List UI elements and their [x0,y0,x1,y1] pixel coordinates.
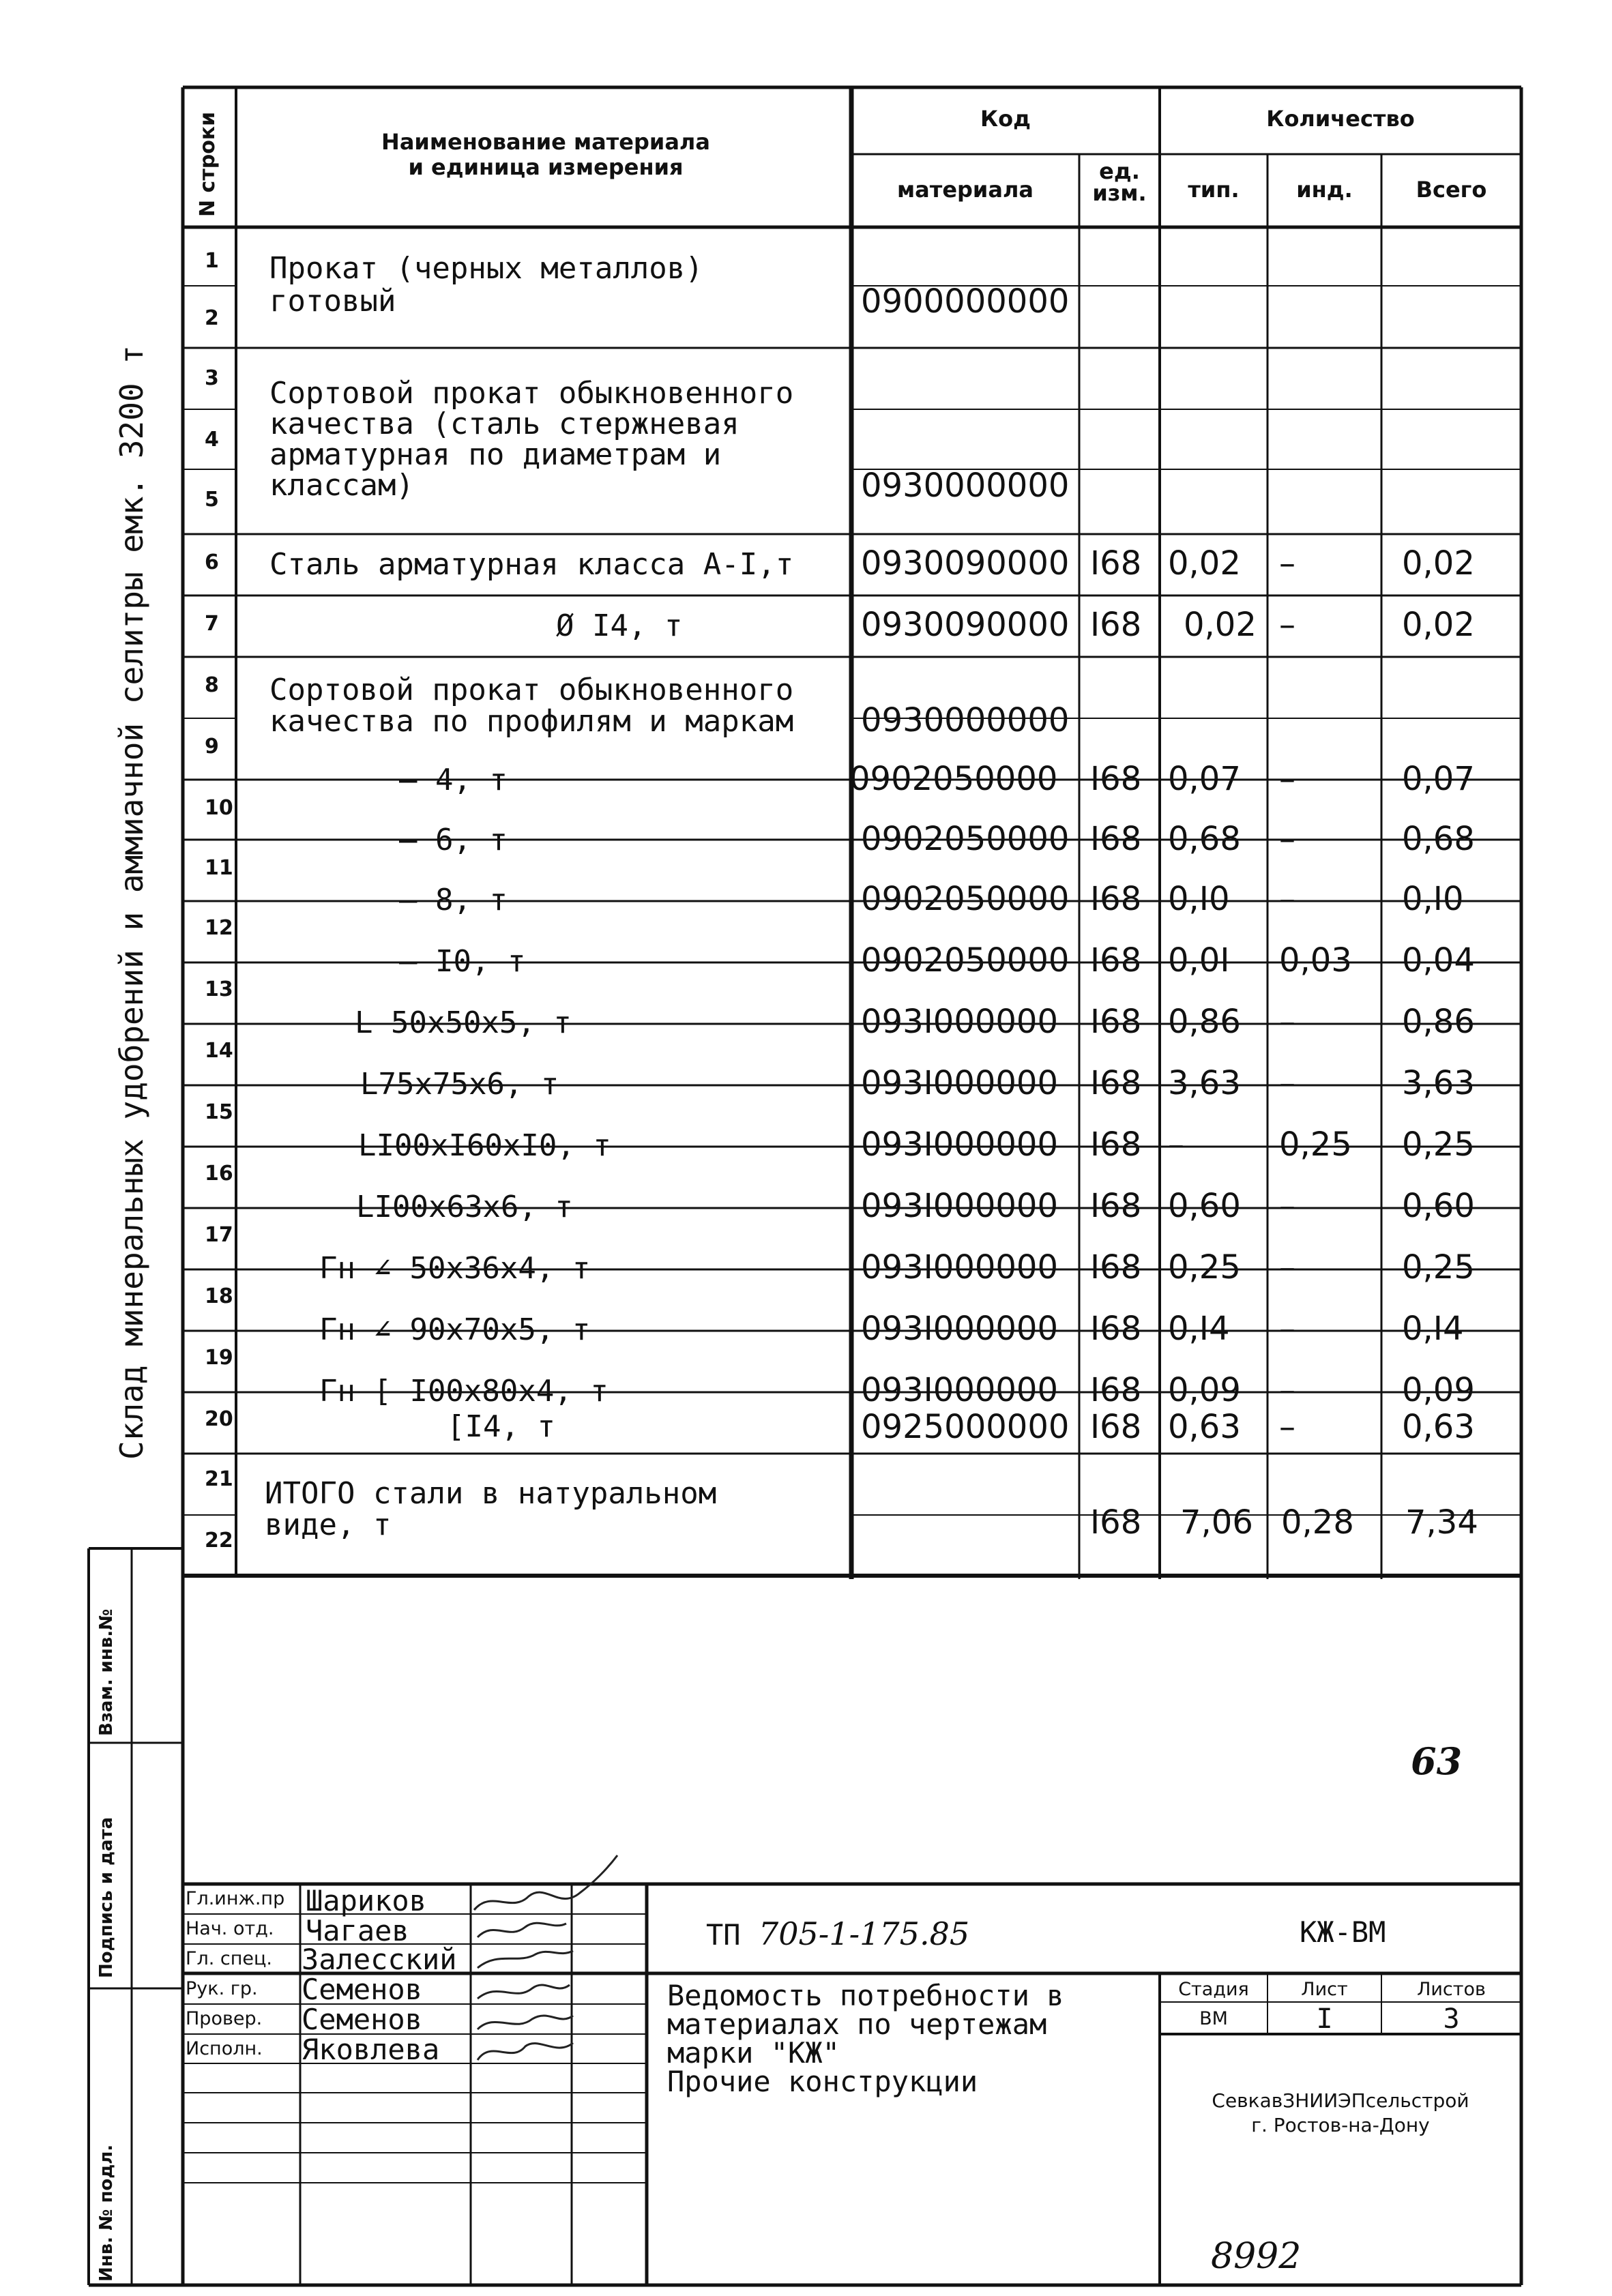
row-unit: I68 [1090,1371,1142,1409]
row-ind: – [1279,544,1295,583]
sheets-value: 3 [1443,2003,1460,2035]
header-ind: инд. [1296,177,1353,203]
row-name: Сортовой прокат обыкновенного [269,376,794,411]
row-ind: – [1279,1310,1295,1348]
organization: СевкавЗНИИЭПсельстрой г. Ростов-на-Дону [1212,2089,1469,2137]
row-number: 17 [205,1223,233,1247]
row-name: Сортовой прокат обыкновенного [269,673,794,707]
header-material: материала [897,177,1034,203]
row-code: 0930090000 [861,606,1070,644]
row-code: 0902050000 [861,880,1070,918]
person-name: Яковлева [302,2033,440,2066]
header-total: Всего [1416,177,1487,203]
row-typ: – [1168,1125,1184,1164]
row-total: 0,68 [1402,820,1475,858]
row-code: 093I000000 [861,1371,1059,1409]
row-name: Прокат (черных металлов) [269,251,703,286]
row-total: 0,02 [1402,544,1475,583]
row-ind: – [1279,1187,1295,1225]
side-title: Склад минеральных удобрений и аммиачной селитры емк. 3200 т [113,345,150,1460]
header-typ: тип. [1188,177,1240,203]
row-ind: – [1279,1003,1295,1041]
sheets-label: Листов [1417,1979,1486,2000]
row-name: качества по профилям и маркам [269,704,794,739]
row-unit: I68 [1090,1003,1142,1041]
row-ind: – [1279,1064,1295,1102]
row-name: – 8, т [399,883,508,917]
role-label: Рук. гр. [186,1978,258,1999]
row-typ: 0,60 [1168,1187,1241,1225]
row-unit: I68 [1090,820,1142,858]
row-unit: I68 [1090,1064,1142,1102]
row-code: 0930000000 [861,467,1070,505]
role-label: Гл.инж.пр [186,1888,285,1909]
row-ind: – [1279,1371,1295,1409]
row-name: LI00x63x6, т [356,1190,573,1224]
row-unit: I68 [1090,1248,1142,1286]
row-total: 0,25 [1402,1248,1475,1286]
row-code: 093I000000 [861,1064,1059,1102]
row-unit: I68 [1090,1310,1142,1348]
person-name: Семенов [302,1973,423,2006]
row-unit: I68 [1090,941,1142,980]
header-row-number: N строки [196,111,220,217]
row-total: 7,34 [1405,1503,1478,1542]
row-number: 14 [205,1039,233,1063]
row-typ: 0,I4 [1168,1310,1230,1348]
doc-title: Ведомость потребности в материалах по чертежам марки "КЖ" Прочие конструкции [667,1979,1064,2098]
page-number: 63 [1411,1739,1463,1783]
row-unit: I68 [1090,606,1142,644]
row-ind: 0,28 [1281,1503,1354,1542]
row-name: L75x75x6, т [360,1067,559,1102]
row-typ: 0,02 [1184,606,1257,644]
row-name: Сталь арматурная класса А-I,т [269,547,794,582]
signature-scribbles [474,1855,617,2060]
row-typ: 0,0I [1168,941,1230,980]
row-number: 18 [205,1284,233,1308]
row-total: 0,I4 [1402,1310,1464,1348]
stage-label: Стадия [1178,1979,1249,2000]
row-code: 093I000000 [861,1125,1059,1164]
doc-code: 705-1-175.85 [759,1915,970,1952]
row-name: классам) [269,468,414,503]
person-name: Семенов [302,2003,423,2036]
row-name: готовый [269,284,396,319]
row-unit: I68 [1090,1503,1142,1542]
row-number: 8 [205,673,219,697]
row-name: Гн [ I00x80x4, т [319,1374,609,1409]
row-code: 093I000000 [861,1310,1059,1348]
row-unit: I68 [1090,1125,1142,1164]
row-total: 3,63 [1402,1064,1475,1102]
row-name: LI00xI60xI0, т [358,1128,611,1163]
row-name: виде, т [265,1507,392,1542]
row-total: 0,02 [1402,606,1475,644]
row-number: 7 [205,612,219,636]
row-code: 0930000000 [861,701,1070,739]
row-number: 6 [205,550,219,574]
row-name: Гн ∠ 50x36x4, т [319,1251,591,1286]
row-code: 0930090000 [861,544,1070,583]
row-number: 15 [205,1100,233,1124]
row-number: 9 [205,735,219,759]
row-total: 0,I0 [1402,880,1464,918]
header-quantity: Количество [1266,106,1415,132]
row-name: – 6, т [399,823,508,857]
row-number: 5 [205,488,219,512]
person-name: Шариков [306,1884,427,1917]
row-unit: I68 [1090,880,1142,918]
row-number: 1 [205,249,219,273]
row-code: 093I000000 [861,1248,1059,1286]
row-ind: – [1279,880,1295,918]
header-code: Код [980,106,1031,132]
row-ind: 0,03 [1279,941,1352,980]
row-total: 0,63 [1402,1408,1475,1446]
sheet-label: Лист [1301,1979,1348,2000]
row-name: Ø I4, т [556,608,683,643]
row-ind: – [1279,606,1295,644]
row-unit: I68 [1090,544,1142,583]
row-total: 0,60 [1402,1187,1475,1225]
row-name: Гн ∠ 90x70x5, т [319,1312,591,1347]
row-name: – I0, т [399,944,526,979]
row-name: [I4, т [447,1409,555,1444]
row-unit: I68 [1090,1408,1142,1446]
row-total: 0,07 [1402,760,1475,798]
header-unit: ед. изм. [1092,158,1147,206]
row-typ: 0,07 [1168,760,1241,798]
row-typ: 0,I0 [1168,880,1230,918]
person-name: Залесский [302,1943,457,1976]
row-name: качества (сталь стержневая [269,407,739,441]
row-typ: 0,25 [1168,1248,1241,1286]
role-label: Гл. спец. [186,1948,272,1969]
row-number: 20 [205,1407,233,1431]
row-ind: – [1279,1248,1295,1286]
row-number: 16 [205,1162,233,1186]
row-typ: 0,02 [1168,544,1241,583]
row-number: 4 [205,428,219,452]
row-typ: 7,06 [1180,1503,1253,1542]
row-code: 0902050000 [861,820,1070,858]
row-unit: I68 [1090,1187,1142,1225]
row-code: 0902050000 [849,760,1058,798]
row-typ: 0,09 [1168,1371,1241,1409]
row-code: 0902050000 [861,941,1070,980]
row-name: – 4, т [399,763,508,797]
row-number: 22 [205,1529,233,1552]
archive-number: 8992 [1211,2236,1302,2277]
stage-value: ВМ [1199,2008,1228,2029]
row-ind: – [1279,820,1295,858]
row-number: 10 [205,796,233,820]
row-number: 21 [205,1467,233,1491]
row-total: 0,25 [1402,1125,1475,1164]
row-total: 0,09 [1402,1371,1475,1409]
row-number: 12 [205,916,233,940]
header-name: Наименование материала и единица измерения [381,129,710,180]
row-total: 0,86 [1402,1003,1475,1041]
row-name: ИТОГО стали в натуральном [265,1476,717,1511]
row-name: L 50x50x5, т [355,1005,572,1040]
row-code: 093I000000 [861,1003,1059,1041]
row-number: 3 [205,366,219,390]
strip-label-signature-date: Подпись и дата [96,1816,117,1978]
person-name: Чагаев [306,1914,409,1947]
role-label: Исполн. [186,2038,263,2059]
row-typ: 3,63 [1168,1064,1241,1102]
role-label: Нач. отд. [186,1918,274,1939]
row-code: 0925000000 [861,1408,1070,1446]
row-number: 2 [205,306,219,330]
row-typ: 0,86 [1168,1003,1241,1041]
row-number: 13 [205,977,233,1001]
sheet-value: I [1316,2003,1333,2035]
row-ind: – [1279,1408,1295,1446]
role-label: Провер. [186,2008,263,2029]
row-ind: – [1279,760,1295,798]
row-unit: I68 [1090,760,1142,798]
row-code: 093I000000 [861,1187,1059,1225]
row-typ: 0,68 [1168,820,1241,858]
row-total: 0,04 [1402,941,1475,980]
row-typ: 0,63 [1168,1408,1241,1446]
row-ind: 0,25 [1279,1125,1352,1164]
row-code: 0900000000 [861,282,1070,321]
doc-code-prefix: ТП [706,1918,741,1952]
row-number: 19 [205,1346,233,1370]
doc-mark: КЖ-ВМ [1300,1915,1386,1949]
row-name: арматурная по диаметрам и [269,437,722,472]
strip-label-inv-orig: Инв. № подл. [96,2144,117,2282]
strip-label-inv-replaced: Взам. инв.№ [96,1608,117,1736]
row-number: 11 [205,856,233,880]
